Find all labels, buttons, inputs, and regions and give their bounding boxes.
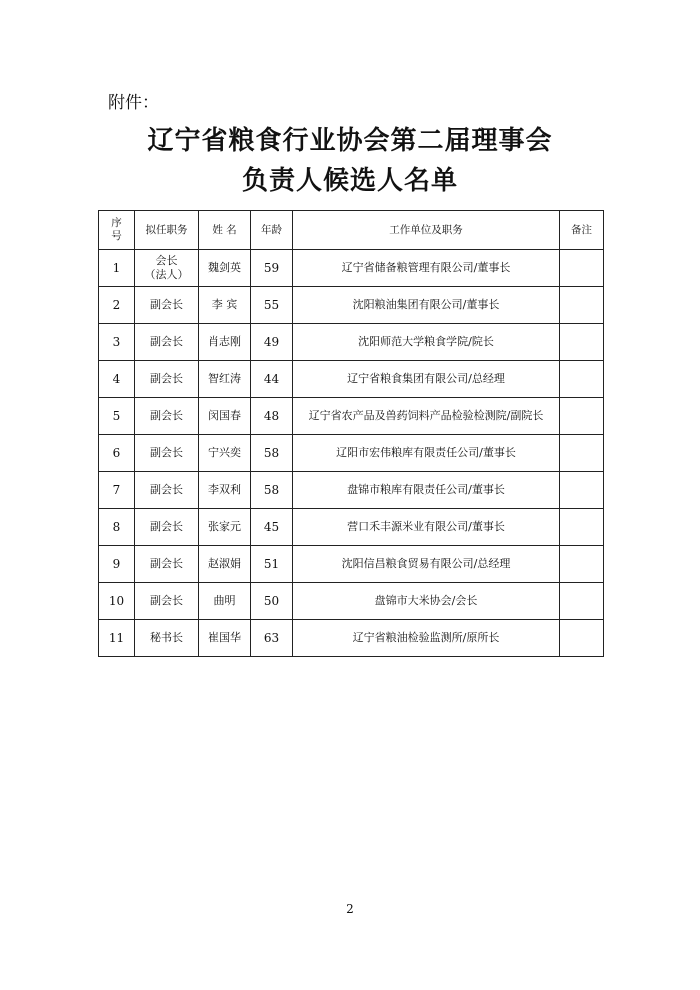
cell-position-title: 副会长 — [150, 335, 183, 348]
cell-note — [560, 361, 604, 398]
cell-seq: 2 — [99, 287, 135, 324]
header-seq-line2: 号 — [111, 230, 122, 242]
cell-position-title: 秘书长 — [150, 631, 183, 644]
cell-position — [135, 583, 199, 620]
table-header-row — [99, 211, 604, 250]
header-position: 拟任职务 — [135, 211, 199, 250]
cell-name: 曲明 — [199, 583, 251, 620]
cell-seq: 1 — [99, 250, 135, 287]
cell-position — [135, 324, 199, 361]
cell-age: 49 — [251, 324, 293, 361]
cell-note — [560, 583, 604, 620]
cell-position-title: 副会长 — [150, 483, 183, 496]
cell-work: 沈阳师范大学粮食学院/院长 — [293, 324, 560, 361]
cell-seq: 4 — [99, 361, 135, 398]
cell-position-sub: （法人） — [144, 268, 189, 281]
cell-position-title: 副会长 — [150, 409, 183, 422]
cell-name: 宁兴奕 — [199, 435, 251, 472]
table-row — [99, 287, 604, 324]
cell-seq: 9 — [99, 546, 135, 583]
cell-note — [560, 546, 604, 583]
cell-work: 辽宁省粮油检验监测所/原所长 — [293, 620, 560, 657]
cell-note — [560, 398, 604, 435]
header-name: 姓 名 — [199, 211, 251, 250]
cell-age: 59 — [251, 250, 293, 287]
cell-position-title: 副会长 — [150, 372, 183, 385]
header-seq-line1: 序 — [111, 217, 122, 229]
cell-position-title: 副会长 — [150, 557, 183, 570]
cell-seq: 3 — [99, 324, 135, 361]
table-row — [99, 620, 604, 657]
cell-work: 盘锦市大米协会/会长 — [293, 583, 560, 620]
cell-age: 50 — [251, 583, 293, 620]
cell-name: 李双利 — [199, 472, 251, 509]
attachment-label: 附件： — [108, 93, 159, 113]
cell-seq: 11 — [99, 620, 135, 657]
cell-note — [560, 620, 604, 657]
cell-work: 辽宁省粮食集团有限公司/总经理 — [293, 361, 560, 398]
cell-position — [135, 287, 199, 324]
cell-note — [560, 287, 604, 324]
cell-age: 58 — [251, 472, 293, 509]
cell-position — [135, 398, 199, 435]
cell-name: 智红涛 — [199, 361, 251, 398]
cell-work: 辽阳市宏伟粮库有限责任公司/董事长 — [293, 435, 560, 472]
table-row — [99, 398, 604, 435]
cell-name: 魏剑英 — [199, 250, 251, 287]
cell-work: 沈阳信昌粮食贸易有限公司/总经理 — [293, 546, 560, 583]
cell-seq: 10 — [99, 583, 135, 620]
cell-age: 48 — [251, 398, 293, 435]
table-row — [99, 509, 604, 546]
cell-name: 崔国华 — [199, 620, 251, 657]
cell-age: 63 — [251, 620, 293, 657]
cell-position-title: 会长 — [155, 254, 178, 267]
header-work: 工作单位及职务 — [293, 211, 560, 250]
table-row — [99, 583, 604, 620]
cell-name: 肖志刚 — [199, 324, 251, 361]
document-title-line2: 负责人候选人名单 — [241, 166, 458, 196]
cell-work: 沈阳粮油集团有限公司/董事长 — [293, 287, 560, 324]
cell-note — [560, 250, 604, 287]
document-title-line1: 辽宁省粮食行业协会第二届理事会 — [147, 126, 553, 156]
cell-position-title: 副会长 — [150, 446, 183, 459]
table-row — [99, 324, 604, 361]
table-row — [99, 435, 604, 472]
cell-name: 闵国春 — [199, 398, 251, 435]
cell-work: 辽宁省农产品及兽药饲料产品检验检测院/副院长 — [293, 398, 560, 435]
table-row — [99, 546, 604, 583]
candidate-table — [98, 210, 604, 657]
cell-age: 58 — [251, 435, 293, 472]
cell-work: 营口禾丰源米业有限公司/董事长 — [293, 509, 560, 546]
cell-age: 45 — [251, 509, 293, 546]
cell-name: 赵淑娟 — [199, 546, 251, 583]
table-row — [99, 361, 604, 398]
header-age: 年龄 — [251, 211, 293, 250]
cell-name: 李 宾 — [199, 287, 251, 324]
cell-note — [560, 435, 604, 472]
cell-age: 51 — [251, 546, 293, 583]
cell-work: 辽宁省储备粮管理有限公司/董事长 — [293, 250, 560, 287]
cell-note — [560, 472, 604, 509]
cell-position — [135, 546, 199, 583]
cell-seq: 5 — [99, 398, 135, 435]
cell-position — [135, 435, 199, 472]
cell-position-title: 副会长 — [150, 520, 183, 533]
cell-position-title: 副会长 — [150, 594, 183, 607]
page-number: 2 — [346, 902, 354, 916]
cell-seq: 7 — [99, 472, 135, 509]
cell-position — [135, 472, 199, 509]
cell-age: 55 — [251, 287, 293, 324]
cell-position — [135, 620, 199, 657]
table-row — [99, 472, 604, 509]
cell-work: 盘锦市粮库有限责任公司/董事长 — [293, 472, 560, 509]
cell-note — [560, 324, 604, 361]
table-row — [99, 250, 604, 287]
cell-position — [135, 509, 199, 546]
header-seq — [99, 211, 135, 250]
cell-position — [135, 250, 199, 287]
cell-position-title: 副会长 — [150, 298, 183, 311]
header-note: 备注 — [560, 211, 604, 250]
cell-name: 张家元 — [199, 509, 251, 546]
cell-seq: 6 — [99, 435, 135, 472]
cell-seq: 8 — [99, 509, 135, 546]
cell-age: 44 — [251, 361, 293, 398]
cell-note — [560, 509, 604, 546]
cell-position — [135, 361, 199, 398]
